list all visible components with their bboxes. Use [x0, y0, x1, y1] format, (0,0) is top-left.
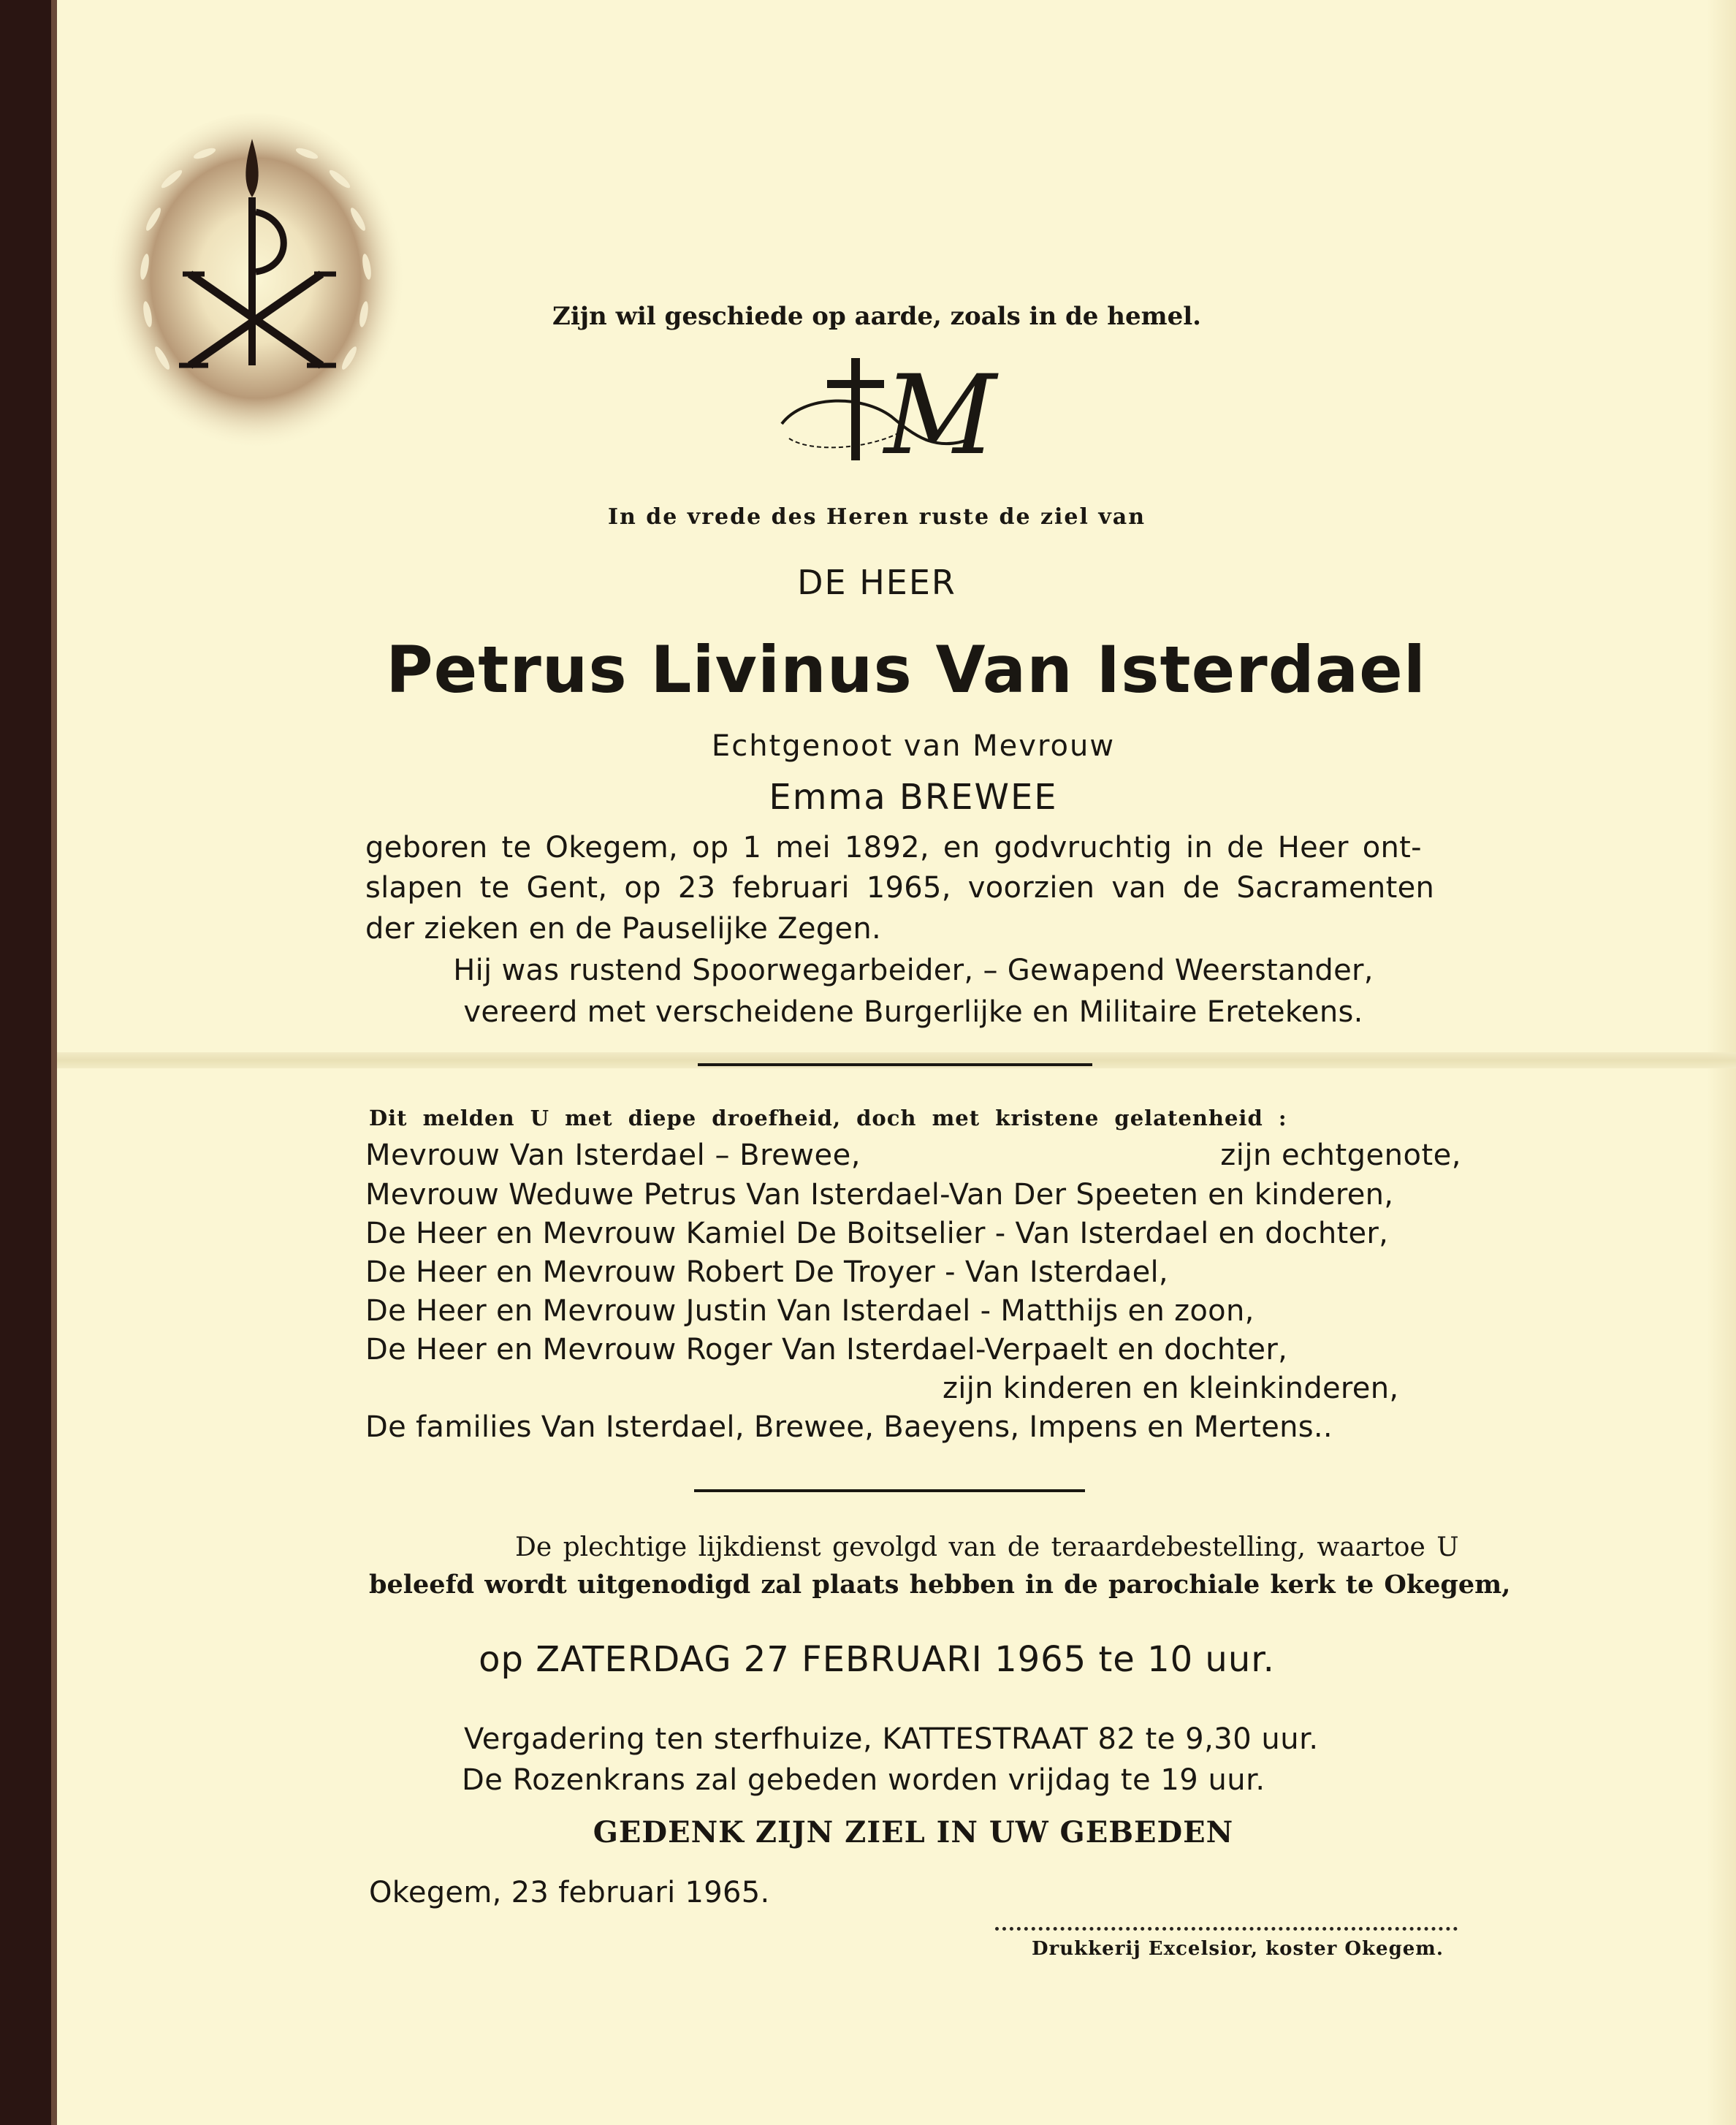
dotted-rule	[995, 1927, 1458, 1931]
printer-credit: Drukkerij Excelsior, koster Okegem.	[1032, 1938, 1444, 1960]
motto: Zijn wil geschiede op aarde, zoals in de hemel.	[552, 302, 1201, 331]
service-line-2: beleefd wordt uitgenodigd zal plaats hebben in de parochiale kerk te Okegem,	[369, 1570, 1511, 1600]
place-date: Okegem, 23 februari 1965.	[369, 1876, 770, 1909]
rosary-line: De Rozenkrans zal gebeden worden vrijdag te 19 uur.	[462, 1763, 1265, 1797]
spouse-intro: Echtgenoot van Mevrouw	[711, 729, 1116, 763]
intro-line: In de vrede des Heren ruste de ziel van	[607, 504, 1146, 530]
bio-line-2: slapen te Gent, op 23 februari 1965, voorzien van de Sacramenten	[365, 871, 1435, 905]
family-row-8: De families Van Isterdael, Brewee, Baeyens, Impens en Mertens..	[365, 1410, 1333, 1444]
deceased-name: Petrus Livinus Van Isterdael	[386, 632, 1426, 707]
family-row-6: De Heer en Mevrouw Roger Van Isterdael-Verpaelt en dochter,	[365, 1333, 1288, 1366]
occupation-line-1: Hij was rustend Spoorwegarbeider, – Gewapend Weerstander,	[453, 954, 1374, 987]
bio-line-3: der zieken en de Pauselijke Zegen.	[365, 912, 882, 946]
black-border	[0, 0, 57, 2125]
family-row-5: De Heer en Mevrouw Justin Van Isterdael - Matthijs en zoon,	[365, 1294, 1255, 1328]
spouse-name: Emma BREWEE	[769, 777, 1058, 818]
family-row-1	[365, 1138, 1461, 1172]
announce-intro: Dit melden U met diepe droefheid, doch met kristene gelatenheid :	[369, 1106, 1287, 1130]
family-row-1-right: zijn echtgenote,	[1220, 1138, 1461, 1172]
bio-line-1: geboren te Okegem, op 1 mei 1892, en godvruchtig in de Heer ont-	[365, 831, 1422, 864]
family-row-4: De Heer en Mevrouw Robert De Troyer - Van Isterdael,	[365, 1255, 1168, 1289]
divider-1	[698, 1063, 1092, 1066]
gathering-line-1: Vergadering ten sterfhuize, KATTESTRAAT 82 te 9,30 uur.	[464, 1722, 1319, 1756]
candle-chi-rho-icon	[102, 110, 409, 460]
family-row-7: zijn kinderen en kleinkinderen,	[943, 1372, 1399, 1405]
family-row-3: De Heer en Mevrouw Kamiel De Boitselier - Van Isterdael en dochter,	[365, 1217, 1389, 1250]
family-row-1-left: Mevrouw Van Isterdael – Brewee,	[365, 1138, 861, 1172]
cross-monogram-icon	[774, 343, 1038, 490]
remember-line: GEDENK ZIJN ZIEL IN UW GEBEDEN	[593, 1815, 1234, 1850]
family-row-2: Mevrouw Weduwe Petrus Van Isterdael-Van Der Speeten en kinderen,	[365, 1178, 1394, 1212]
occupation-line-2: vereerd met verscheidene Burgerlijke en Militaire Eretekens.	[463, 995, 1363, 1029]
monogram-letter: M	[884, 352, 997, 479]
honorific: DE HEER	[797, 563, 956, 602]
funeral-date: op ZATERDAG 27 FEBRUARI 1965 te 10 uur.	[479, 1639, 1275, 1680]
service-line-1: De plechtige lijkdienst gevolgd van de teraardebestelling, waartoe U	[515, 1532, 1459, 1562]
divider-2	[694, 1489, 1085, 1492]
